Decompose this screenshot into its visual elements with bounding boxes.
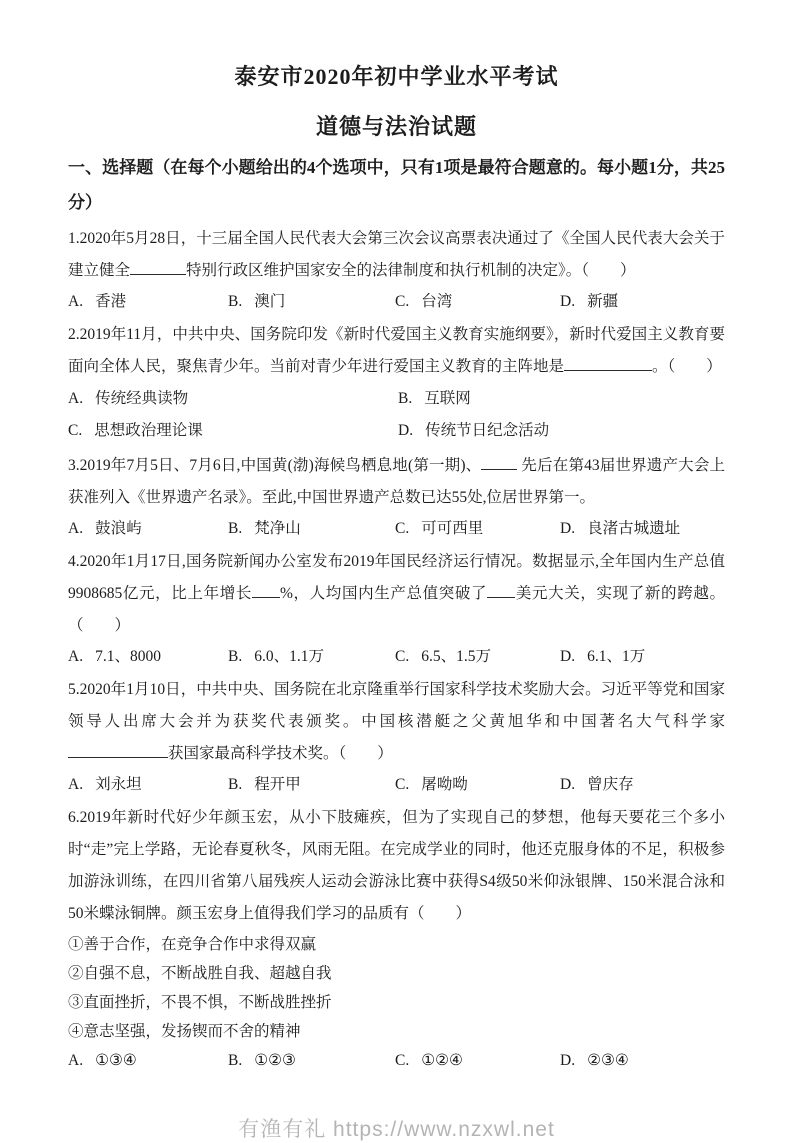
- blank-underline: [252, 584, 280, 598]
- question-5-text: [68, 674, 725, 770]
- question-5-option-a: [68, 770, 228, 799]
- option-text: 梵净山: [254, 520, 301, 537]
- question-3-text: [68, 450, 725, 514]
- question-4-text-part-2: %，人均国内生产总值突破了: [279, 585, 488, 602]
- question-4-text-part-1: 4.2020年1月17日,国务院新闻办公室发布2019年国民经济运行情况。数据显示,全年国内生产总值9908685亿元，比上年增长: [68, 553, 725, 602]
- option-text: 互联网: [424, 390, 471, 407]
- option-label: A.: [68, 648, 84, 665]
- option-label: C.: [395, 776, 410, 793]
- footer-watermark: 有渔有礼 https://www.nzxwl.net: [238, 1118, 555, 1141]
- question-6-option-a: [68, 1046, 228, 1075]
- question-5-option-b: [228, 770, 395, 799]
- question-2-option-c: [68, 415, 398, 447]
- option-text: 传统节日纪念活动: [425, 422, 550, 439]
- page-title: 泰安市2020年初中学业水平考试: [234, 64, 559, 89]
- question-2-option-a: [68, 383, 398, 415]
- question-3: [68, 450, 725, 543]
- question-5: [68, 674, 725, 799]
- option-label: A.: [68, 390, 84, 407]
- option-label: B.: [228, 520, 243, 537]
- question-6-option-b: [228, 1046, 395, 1075]
- section-heading: 一、选择题（在每个小题给出的4个选项中，只有1项是最符合题意的。每小题1分，共25分）: [68, 158, 725, 212]
- option-label: D.: [560, 1052, 576, 1069]
- option-label: C.: [395, 293, 410, 310]
- question-5-text-part-2: 获国家最高科学技术奖。（ ）: [168, 745, 393, 762]
- option-label: D.: [560, 520, 576, 537]
- question-6-item-1: ①善于合作，在竞争合作中求得双赢: [68, 936, 317, 953]
- question-4: [68, 546, 725, 671]
- option-text: 传统经典读物: [95, 390, 189, 407]
- page-subtitle: 道德与法治试题: [315, 114, 477, 139]
- question-2: [68, 319, 725, 447]
- option-label: D.: [560, 293, 576, 310]
- question-3-option-c: [395, 514, 560, 543]
- question-2-text-part-2: 。（ ）: [652, 358, 722, 375]
- option-label: D.: [560, 648, 576, 665]
- option-text: 6.0、1.1万: [254, 648, 324, 665]
- option-label: B.: [228, 293, 243, 310]
- question-6-item-4: ④意志坚强，发扬锲而不舍的精神: [68, 1023, 301, 1040]
- question-4-text-part-3: 美元大关，实现了新的跨越。（ ）: [68, 585, 725, 634]
- question-1-option-d: [560, 287, 725, 316]
- question-3-text-part-1: 3.2019年7月5日、7月6日,中国黄(渤)海候鸟栖息地(第一期)、: [68, 457, 482, 474]
- option-text: 屠呦呦: [421, 776, 468, 793]
- question-2-options: [68, 383, 725, 447]
- option-text: 澳门: [254, 293, 286, 310]
- option-text: ②③④: [587, 1052, 629, 1069]
- option-label: A.: [68, 776, 84, 793]
- option-label: C.: [68, 422, 83, 439]
- option-text: 台湾: [421, 293, 453, 310]
- question-2-text: [68, 319, 725, 383]
- question-2-text-part-1: 2.2019年11月，中共中央、国务院印发《新时代爱国主义教育实施纲要》，新时代爱国主义教育要面向全体人民，聚焦青少年。当前对青少年进行爱国主义教育的主阵地是: [68, 326, 725, 375]
- question-6-option-c: [395, 1046, 560, 1075]
- option-text: 香港: [95, 293, 127, 310]
- blank-underline: [481, 456, 517, 470]
- option-text: 6.1、1万: [587, 648, 646, 665]
- option-text: 6.5、1.5万: [421, 648, 491, 665]
- question-6-item-3: ③直面挫折，不畏不惧，不断战胜挫折: [68, 994, 332, 1011]
- question-5-option-d: [560, 770, 725, 799]
- question-1: [68, 223, 725, 316]
- option-label: D.: [398, 422, 414, 439]
- option-label: A.: [68, 1052, 84, 1069]
- question-6-options: [68, 1046, 725, 1075]
- option-label: D.: [560, 776, 576, 793]
- question-5-options: [68, 770, 725, 799]
- question-4-option-d: [560, 642, 725, 671]
- blank-underline: [130, 261, 186, 275]
- option-text: 曾庆存: [587, 776, 634, 793]
- option-text: 可可西里: [421, 520, 484, 537]
- option-text: 程开甲: [254, 776, 301, 793]
- option-label: C.: [395, 520, 410, 537]
- question-3-options: [68, 514, 725, 543]
- option-text: ①③④: [95, 1052, 137, 1069]
- question-3-option-b: [228, 514, 395, 543]
- option-text: 良渚古城遗址: [587, 520, 681, 537]
- blank-underline: [487, 584, 515, 598]
- question-3-option-d: [560, 514, 725, 543]
- question-4-options: [68, 642, 725, 671]
- question-4-option-a: [68, 642, 228, 671]
- option-text: 思想政治理论课: [94, 422, 203, 439]
- question-2-option-d: [398, 415, 725, 447]
- question-1-option-b: [228, 287, 395, 316]
- question-6-option-d: [560, 1046, 725, 1075]
- question-6: [68, 802, 725, 1075]
- option-label: A.: [68, 520, 84, 537]
- question-3-text-part-2: 先后在第43届世界遗产大会上获准列入《世界遗产名录》。至此,中国世界遗产总数已达55处,位居世界第一。: [68, 457, 726, 506]
- question-4-text: [68, 546, 725, 642]
- question-5-text-part-1: 5.2020年1月10日，中共中央、国务院在北京隆重举行国家科学技术奖励大会。习近平等党和国家领导人出席大会并为获奖代表颁奖。中国核潜艇之父黄旭华和中国著名大气科学家: [68, 681, 725, 730]
- question-1-text-part-2: 特别行政区维护国家安全的法律制度和执行机制的决定》。（ ）: [186, 262, 636, 279]
- question-5-option-c: [395, 770, 560, 799]
- question-1-option-c: [395, 287, 560, 316]
- option-label: C.: [395, 1052, 410, 1069]
- option-text: 鼓浪屿: [95, 520, 142, 537]
- option-label: C.: [395, 648, 410, 665]
- option-label: A.: [68, 293, 84, 310]
- question-2-option-b: [398, 383, 725, 415]
- option-text: 新疆: [587, 293, 619, 310]
- question-1-option-a: [68, 287, 228, 316]
- question-3-option-a: [68, 514, 228, 543]
- question-4-option-b: [228, 642, 395, 671]
- option-label: B.: [398, 390, 413, 407]
- option-text: 7.1、8000: [95, 648, 161, 665]
- blank-underline: [68, 744, 168, 758]
- option-label: B.: [228, 1052, 243, 1069]
- question-6-text-part-1: 6.2019年新时代好少年颜玉宏，从小下肢瘫疾，但为了实现自己的梦想，他每天要花三个多小时“走”完上学路，无论春夏秋冬，风雨无阻。在完成学业的同时，他还克服身体的不足，积极参加游泳训练，在四川省第八届残疾人运动会游泳比赛中获得S4级50米仰泳银牌、150米混合泳和50米蝶泳铜牌。颜玉宏身上值得我们学习的品质有（ ）: [68, 809, 725, 922]
- question-6-text: [68, 802, 725, 930]
- option-label: B.: [228, 648, 243, 665]
- question-1-text: [68, 223, 725, 287]
- option-text: ①②④: [421, 1052, 463, 1069]
- question-1-options: [68, 287, 725, 316]
- question-1-text-part-1: 1.2020年5月28日，十三届全国人民代表大会第三次会议高票表决通过了《全国人民代表大会关于建立健全: [68, 230, 725, 279]
- option-text: 刘永坦: [95, 776, 142, 793]
- blank-underline: [564, 357, 652, 371]
- question-6-item-2: ②自强不息，不断战胜自我、超越自我: [68, 965, 332, 982]
- option-label: B.: [228, 776, 243, 793]
- question-4-option-c: [395, 642, 560, 671]
- option-text: ①②③: [254, 1052, 296, 1069]
